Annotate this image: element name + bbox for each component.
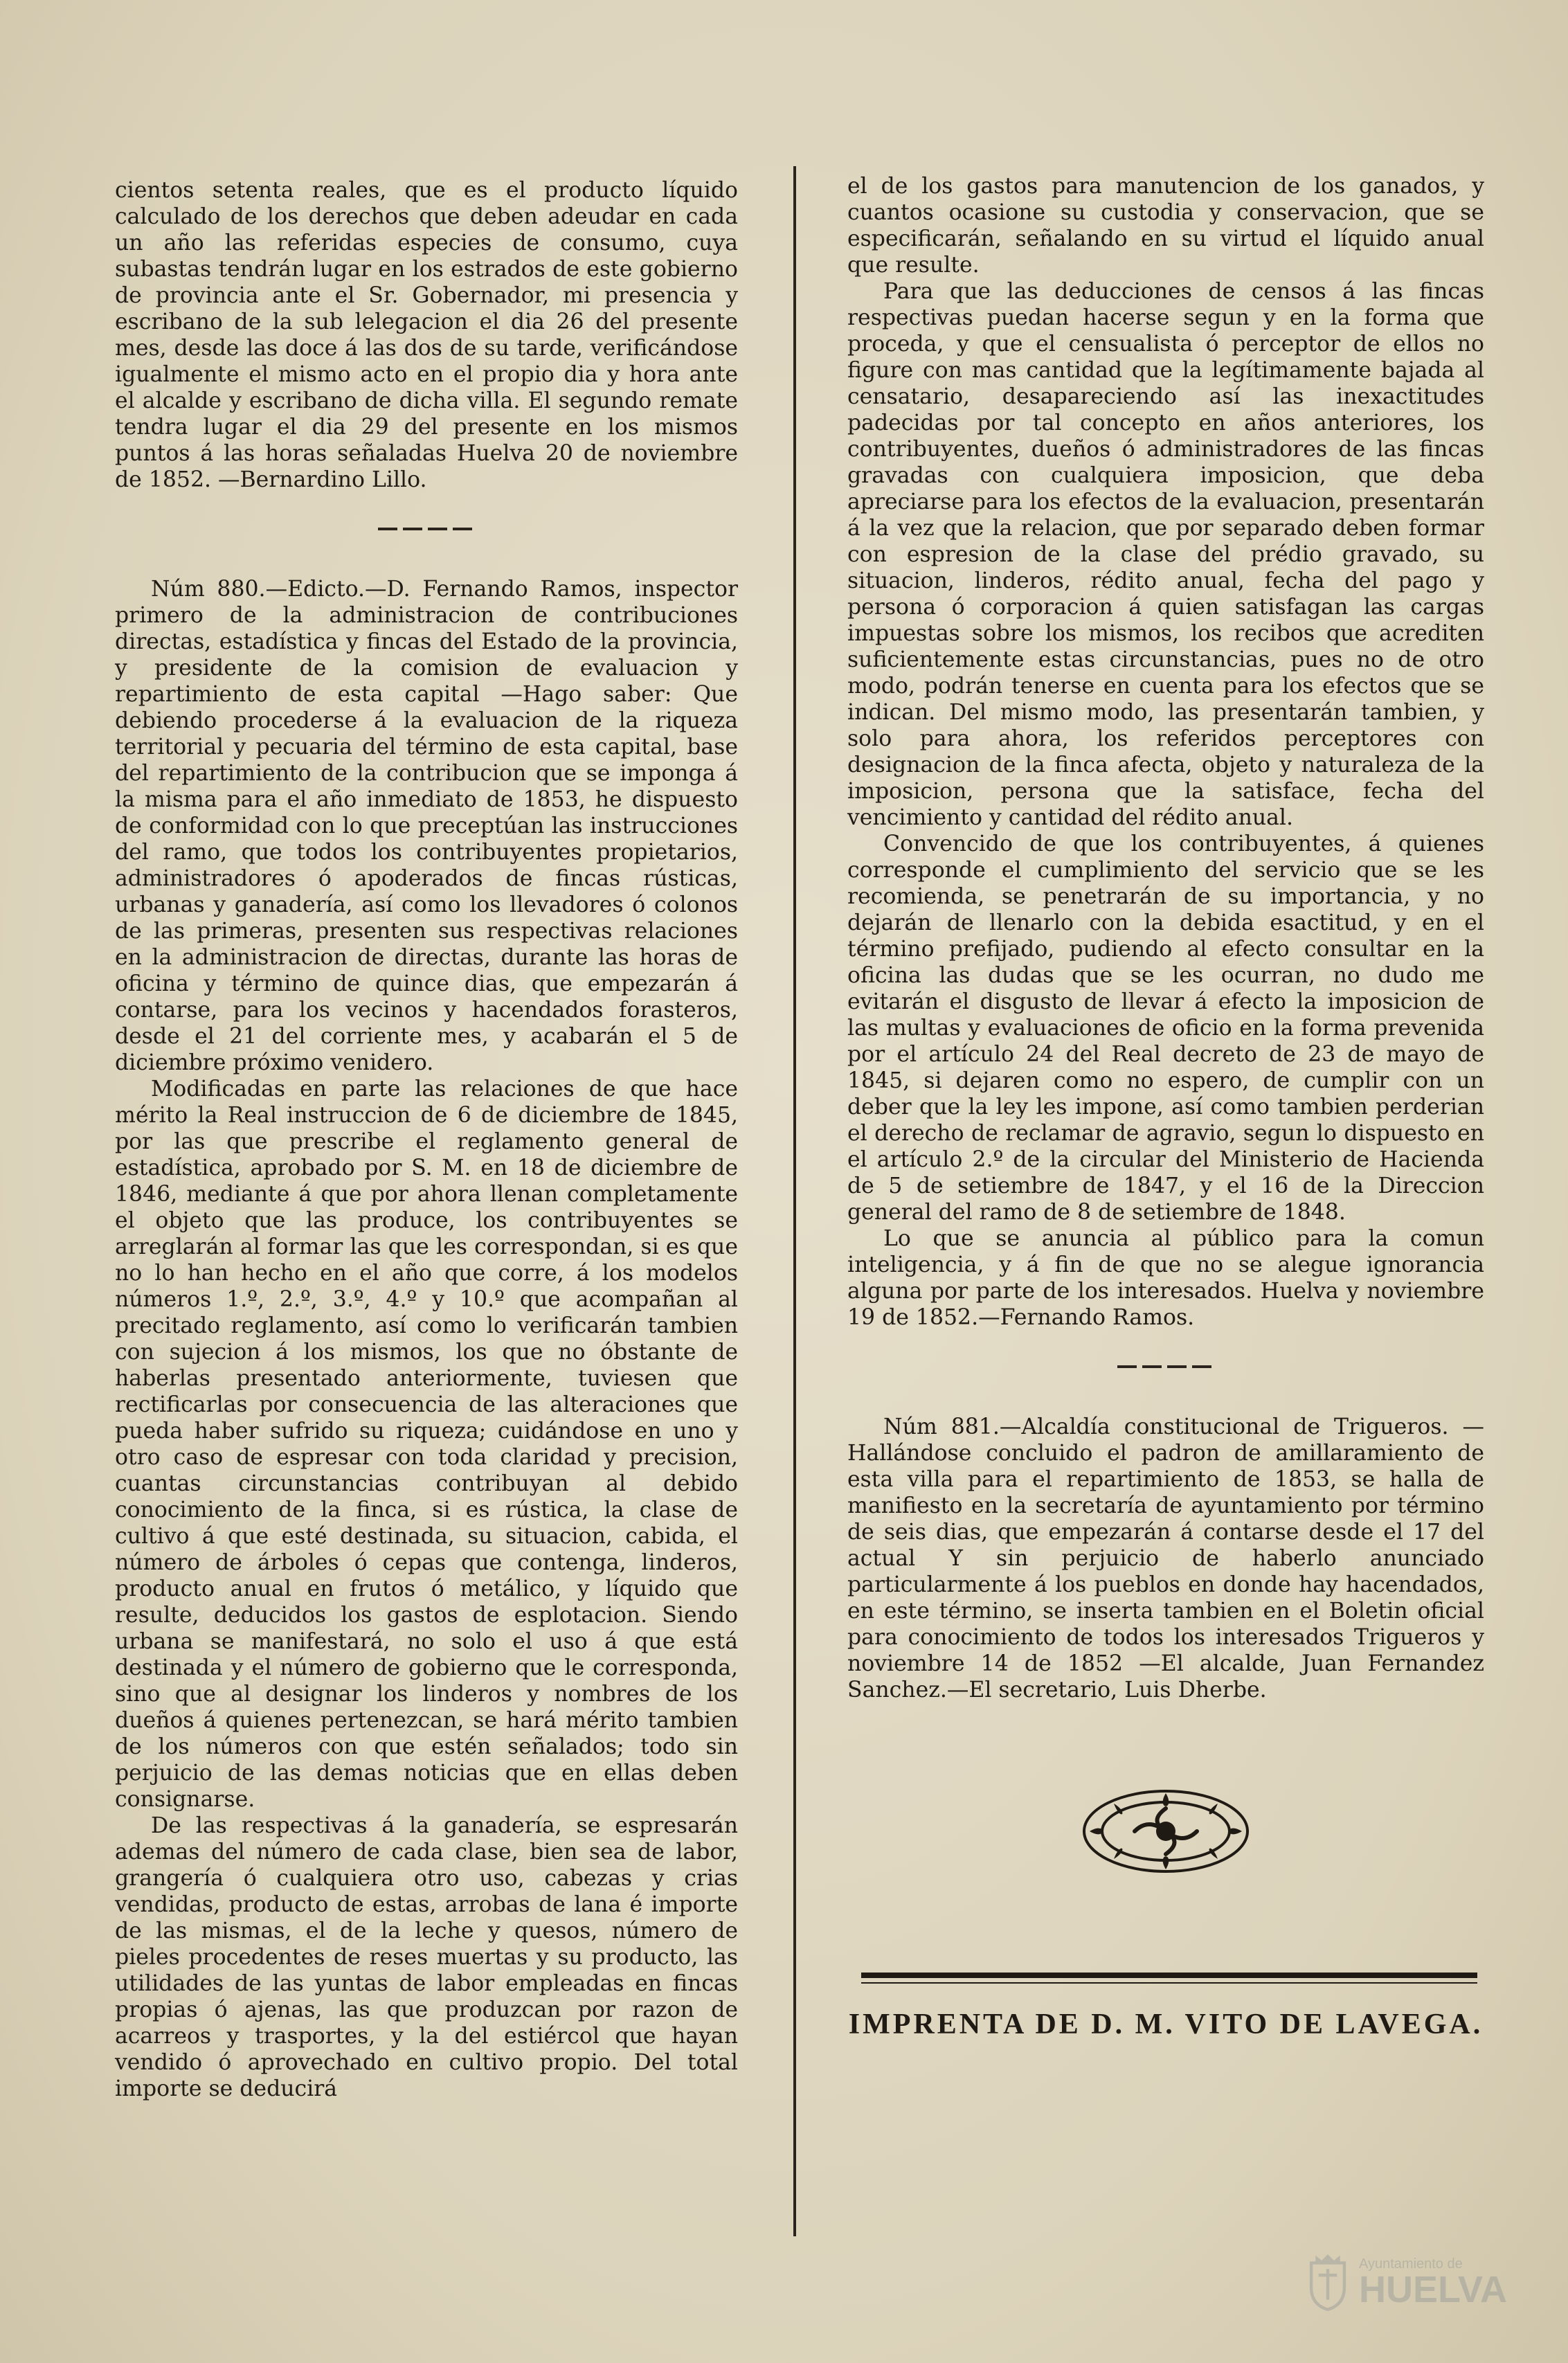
city-crest-icon [1306, 2247, 1349, 2316]
paragraph-censos: Para que las deducciones de censos á las fincas respectivas puedan hacerse segun y en la forma que proceda, y que el censualista ó perceptor de ellos no figure con mas cantidad que la legítimamente bajada al censatario, desapareciendo así las inexactitudes padecidas por tal concepto en años anteriores, los contribuyentes, dueños ó administradores de las fincas gravadas con cualquiera imposicion, que deba apreciarse para los efectos de la evaluacion, presentarán á la vez que la relacion, que por separado deben formar con espresion de la clase del prédio gravado, su situacion, linderos, rédito anual, fecha del pago y persona ó corporacion á quien satisfagan las cargas impuestas sobre los mismos, los recibos que acrediten suficientemente estas circunstancias, pues no de otro modo, podrán tenerse en cuenta para los efectos que se indican. Del mismo modo, las presentarán tambien, y solo para ahora, los referidos perceptores con designacion de la finca afecta, objeto y naturaleza de la imposicion, persona que la satisface, fecha del vencimiento y cantidad del rédito anual. [847, 279, 1484, 830]
edict-880-opening: Núm 880.—Edicto.—D. Fernando Ramos, inspector primero de la administracion de contribuciones directas, estadística y fincas del Estado de la provincia, y presidente de la comision de evaluacion y repartimiento de esta capital —Hago saber: Que debiendo procederse á la evaluacion de la riqueza territorial y pecuaria del término de esta capital, base del repartimiento de la contribucion que se imponga á la misma para el año inmediato de 1853, he dispuesto de conformidad con lo que preceptúan las instrucciones del ramo, que todos los contribuyentes propietarios, administradores ó apoderados de fincas rústicas, urbanas y ganadería, así como los llevadores ó colonos de las primeras, presenten sus respectivas relaciones en la administracion de directas, durante las horas de oficina y término de quince dias, que empezarán á contarse, para los vecinos y hacendados forasteros, desde el 21 del corriente mes, y acabarán el 5 de diciembre próximo venidero. [115, 577, 738, 1075]
paragraph-convencido: Convencido de que los contribuyentes, á quienes corresponde el cumplimiento del servicio que se les recomienda, se penetrarán de su importancia, y no dejarán de llenarlo con la debida esactitud, y en el término prefijado, pudiendo al efecto consultar en la oficina las dudas que se les ocurran, no dudo me evitarán el disgusto de llevar á efecto la imposicion de las multas y evaluaciones de oficio en la forma prevenida por el artículo 24 del Real decreto de 23 de mayo de 1845, si dejaren como no espero, de cumplir con un deber que la ley les impone, así como tambien perderian el derecho de reclamar de agravio, segun lo dispuesto en el artículo 2.º de la circular del Ministerio de Hacienda de 5 de setiembre de 1847, y el 16 de la Direccion general del ramo de 8 de setiembre de 1848. [847, 832, 1484, 1225]
section-separator [378, 528, 475, 530]
paragraph-modificadas: Modificadas en parte las relaciones de que hace mérito la Real instruccion de 6 de diciembre de 1845, por las que prescribe el reglamento general de estadística, aprobado por S. M. en 18 de diciembre de 1846, mediante á que por ahora llenan completamente el objeto que las produce, los contribuyentes se arreglarán al formar las que les correspondan, si es que no lo han hecho en el año que corre, á los modelos números 1.º, 2.º, 3.º, 4.º y 10.º que acompañan al precitado reglamento, así como lo verificarán tambien con sujecion á los mismos, los que no óbstante de haberlas presentado anteriormente, tuviesen que rectificarlas por consecuencia de las alteraciones que pueda haber sufrido su riqueza; cuidándose en uno y otro caso de espresar con toda claridad y precision, cuantas circunstancias contribuyan al debido conocimiento de la finca, si es rústica, la clase de cultivo á que esté destinada, su situacion, cabida, el número de árboles ó cepas que contenga, linderos, producto anual en frutos ó metálico, y líquido que resulte, deducidos los gastos de esplotacion. Siendo urbana se manifestará, no solo el uso á que está destinada y el número de gobierno que le corresponda, sino que al designar los linderos y nombres de los dueños á quienes pertenezcan, se hará mérito tambien de los números con que estén señalados; todo sin perjuicio de las demas noticias que en ellas deben consignarse. [115, 1077, 738, 1812]
watermark-city: HUELVA [1359, 2268, 1507, 2310]
left-column [115, 177, 738, 2102]
paragraph-ganaderia: De las respectivas á la ganadería, se espresarán ademas del número de cada clase, bien sea de labor, grangería ó cualquiera otro uso, cabezas y crias vendidas, producto de estas, arrobas de lana é importe de las mismas, el de la leche y quesos, número de pieles procedentes de reses muertas y su producto, las utilidades de las yuntas de labor empleadas en fincas propias ó ajenas, las que produzcan por razon de acarreos y trasportes, y la del estiércol que hayan vendido ó aprovechado en cultivo propio. Del total importe se deducirá [115, 1813, 738, 2101]
section-separator [1117, 1365, 1214, 1368]
paragraph-anuncia: Lo que se anuncia al público para la comun inteligencia, y á fin de que no se alegue ignorancia alguna por parte de los interesados. Huelva y noviembre 19 de 1852.—Fernando Ramos. [847, 1226, 1484, 1330]
ornament [847, 1779, 1484, 1889]
right-column [847, 173, 1484, 2038]
edict-880-continuation: el de los gastos para manutencion de los ganados, y cuantos ocasione su custodia y conservacion, que se especificarán, señalando en su virtud el líquido anual que resulte. [847, 174, 1484, 278]
archive-watermark [1306, 2240, 1507, 2323]
footer-rule-thin [861, 1982, 1477, 1984]
watermark-label: Ayuntamiento de [1359, 2256, 1463, 2272]
previous-notice-continuation: cientos setenta reales, que es el producto líquido calculado de los derechos que deben adeudar en cada un año las referidas especies de consumo, cuya subastas tendrán lugar en los estrados de este gobierno de provincia ante el Sr. Gobernador, mi presencia y escribano de la sub lelegacion el dia 26 del presente mes, desde las doce á las dos de su tarde, verificándose igualmente el mismo acto en el propio dia y hora ante el alcalde y escribano de dicha villa. El segundo remate tendra lugar el dia 29 del presente en los mismos puntos á las horas señaladas Huelva 20 de noviembre de 1852. —Bernardino Lillo. [115, 178, 738, 492]
floral-ornament-icon [1065, 1779, 1266, 1883]
notice-881: Núm 881.—Alcaldía constitucional de Trigueros. —Hallándose concluido el padron de amillaramiento de esta villa para el repartimiento de 1853, se halla de manifiesto en la secretaría de ayuntamiento por término de seis dias, que empezarán á contarse desde el 17 del actual Y sin perjuicio de haberlo anunciado particularmente á los pueblos en donde hay hacendados, en este término, se inserta tambien en el Boletin oficial para conocimiento de todos los interesados Trigueros y noviembre 14 de 1852 —El alcalde, Juan Fernandez Sanchez.—El secretario, Luis Dherbe. [847, 1414, 1484, 1702]
column-divider [793, 166, 796, 2236]
printer-imprint: IMPRENTA DE D. M. VITO DE LAVEGA. [848, 2009, 1484, 2040]
footer-rule-thick [861, 1973, 1477, 1978]
